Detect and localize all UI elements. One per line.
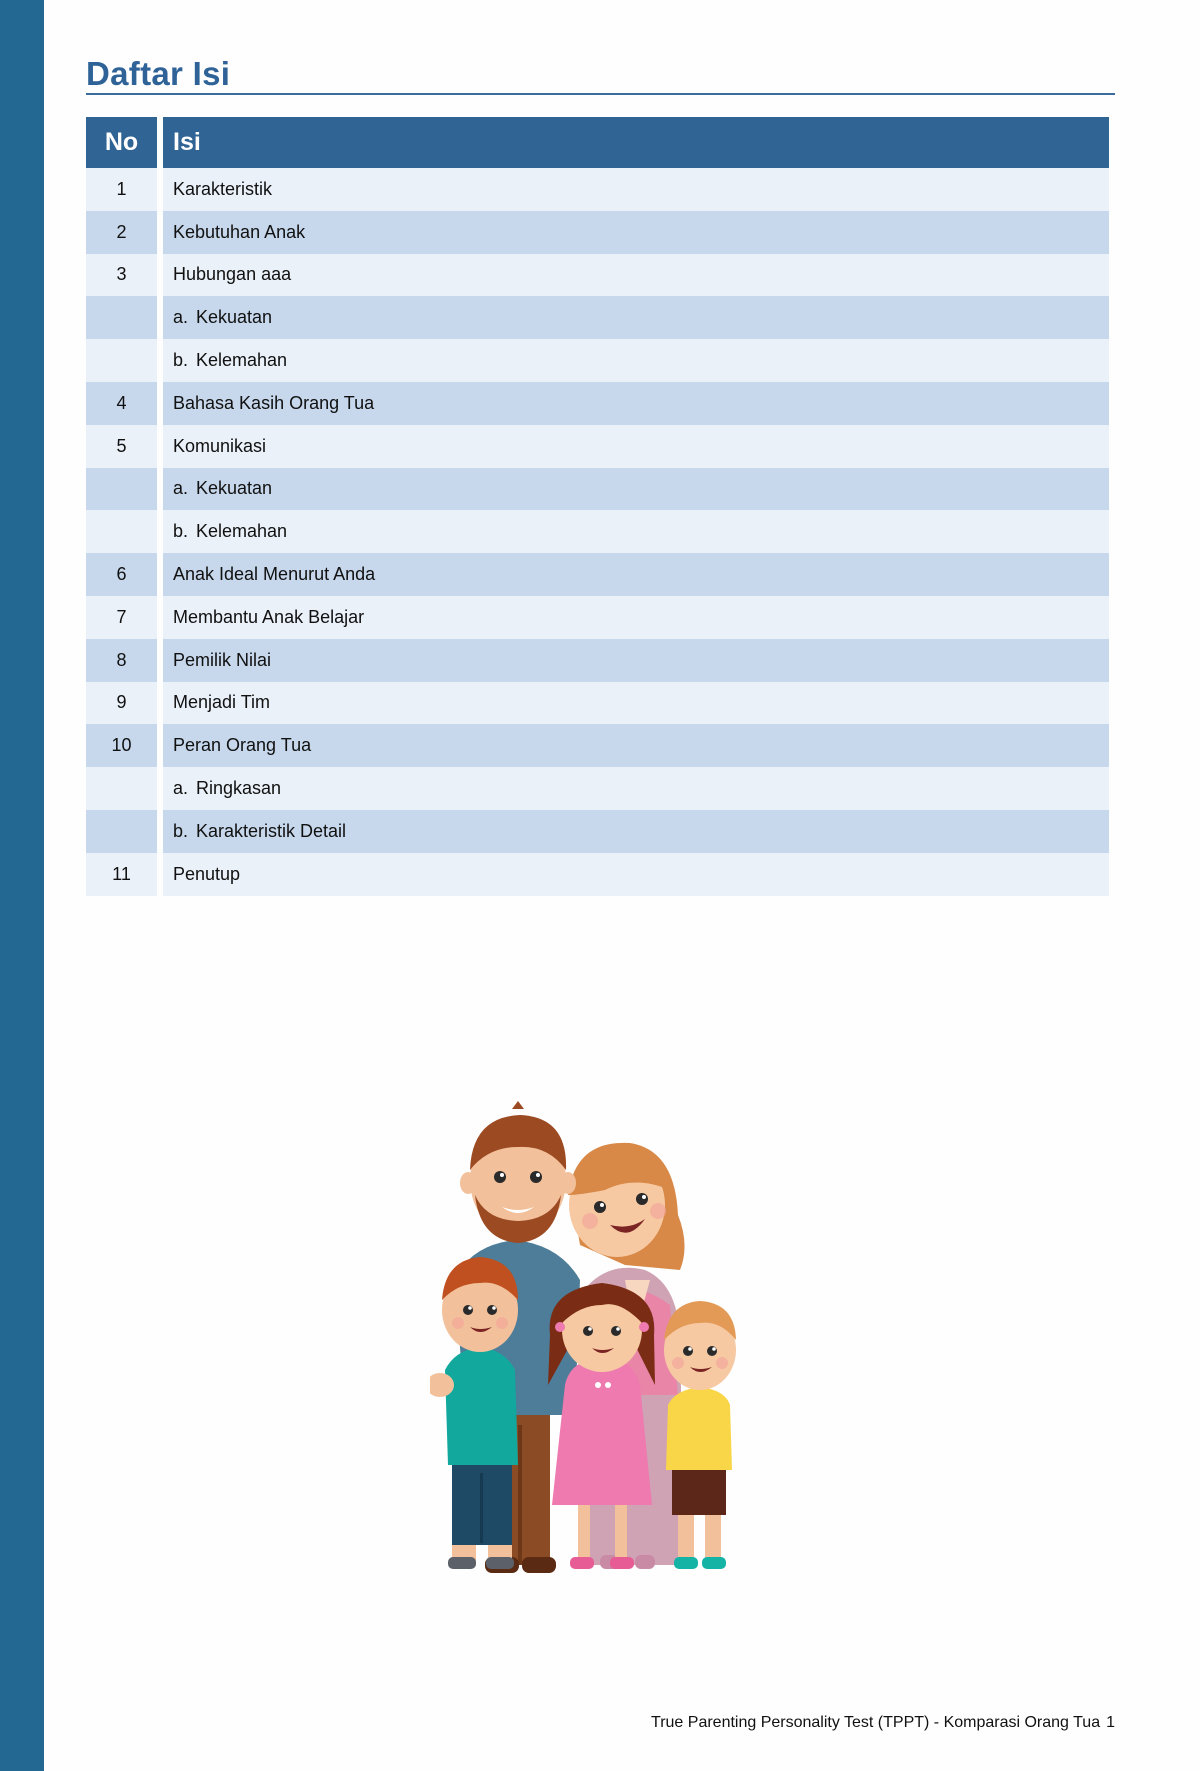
page-footer xyxy=(651,1714,1115,1732)
row-number xyxy=(86,510,157,553)
row-content xyxy=(163,553,1109,596)
row-number: 4 xyxy=(86,382,157,425)
side-accent-bar xyxy=(0,0,44,1771)
row-number: 10 xyxy=(86,724,157,767)
row-number: 2 xyxy=(86,211,157,254)
row-content xyxy=(163,510,1109,553)
table-header-row xyxy=(86,117,1109,168)
table-row xyxy=(86,853,1109,896)
row-content xyxy=(163,639,1109,682)
item-text: Bahasa Kasih Orang Tua xyxy=(173,392,375,413)
footer-text: True Parenting Personality Test (TPPT) - Komparasi Orang Tua xyxy=(651,1714,1101,1731)
row-content xyxy=(163,682,1109,725)
table-row xyxy=(86,596,1109,639)
row-content xyxy=(163,425,1109,468)
table-row xyxy=(86,296,1109,339)
item-text: Peran Orang Tua xyxy=(173,735,312,756)
sub-item-letter: b. xyxy=(173,350,189,371)
table-row xyxy=(86,639,1109,682)
sub-item-text: Kelemahan xyxy=(196,521,288,542)
sub-item-letter: b. xyxy=(173,820,189,841)
table-row xyxy=(86,254,1109,297)
row-content xyxy=(163,596,1109,639)
table-row xyxy=(86,425,1109,468)
row-content xyxy=(163,211,1109,254)
row-number xyxy=(86,339,157,382)
table-row xyxy=(86,767,1109,810)
sub-item-letter: b. xyxy=(173,521,189,542)
row-content xyxy=(163,810,1109,853)
table-row xyxy=(86,382,1109,425)
table-row xyxy=(86,168,1109,211)
row-number: 11 xyxy=(86,853,157,896)
page-number: 1 xyxy=(1106,1714,1115,1731)
table-row xyxy=(86,468,1109,511)
item-text: Menjadi Tim xyxy=(173,692,271,713)
sub-item-text: Kekuatan xyxy=(196,307,273,328)
table-of-contents xyxy=(86,117,1109,896)
item-text: Penutup xyxy=(173,863,241,884)
row-number: 1 xyxy=(86,168,157,211)
row-content xyxy=(163,468,1109,511)
row-number: 8 xyxy=(86,639,157,682)
sub-item-text: Kekuatan xyxy=(196,478,273,499)
row-number: 6 xyxy=(86,553,157,596)
row-number: 9 xyxy=(86,682,157,725)
row-content xyxy=(163,168,1109,211)
table-row xyxy=(86,724,1109,767)
table-row xyxy=(86,810,1109,853)
sub-item-letter: a. xyxy=(173,307,189,328)
table-body xyxy=(86,168,1109,896)
row-number: 3 xyxy=(86,254,157,297)
row-content xyxy=(163,767,1109,810)
item-text: Pemilik Nilai xyxy=(173,649,272,670)
table-row xyxy=(86,553,1109,596)
sub-item-letter: a. xyxy=(173,478,189,499)
row-content xyxy=(163,296,1109,339)
item-text: Komunikasi xyxy=(173,435,267,456)
table-row xyxy=(86,339,1109,382)
table-row xyxy=(86,510,1109,553)
sub-item-text: Kelemahan xyxy=(196,350,288,371)
item-text: Kebutuhan Anak xyxy=(173,221,306,242)
title-underline xyxy=(86,93,1115,95)
table-row xyxy=(86,682,1109,725)
table-row xyxy=(86,211,1109,254)
row-number xyxy=(86,767,157,810)
item-text: Karakteristik xyxy=(173,178,273,199)
row-content xyxy=(163,853,1109,896)
sub-item-text: Ringkasan xyxy=(196,778,282,799)
sub-item-text: Karakteristik Detail xyxy=(196,820,347,841)
column-header-isi: Isi xyxy=(163,117,1109,168)
row-number xyxy=(86,810,157,853)
item-text: Hubungan aaa xyxy=(173,264,292,285)
row-number xyxy=(86,296,157,339)
column-header-no: No xyxy=(86,117,157,168)
row-number: 5 xyxy=(86,425,157,468)
item-text: Membantu Anak Belajar xyxy=(173,606,365,627)
item-text: Anak Ideal Menurut Anda xyxy=(173,564,376,585)
row-content xyxy=(163,724,1109,767)
sub-item-letter: a. xyxy=(173,778,189,799)
row-number: 7 xyxy=(86,596,157,639)
row-number xyxy=(86,468,157,511)
page-title: Daftar Isi xyxy=(86,55,231,92)
row-content xyxy=(163,382,1109,425)
family-illustration-icon xyxy=(430,1095,770,1585)
row-content xyxy=(163,254,1109,297)
boy-left-figure xyxy=(430,1257,518,1569)
row-content xyxy=(163,339,1109,382)
